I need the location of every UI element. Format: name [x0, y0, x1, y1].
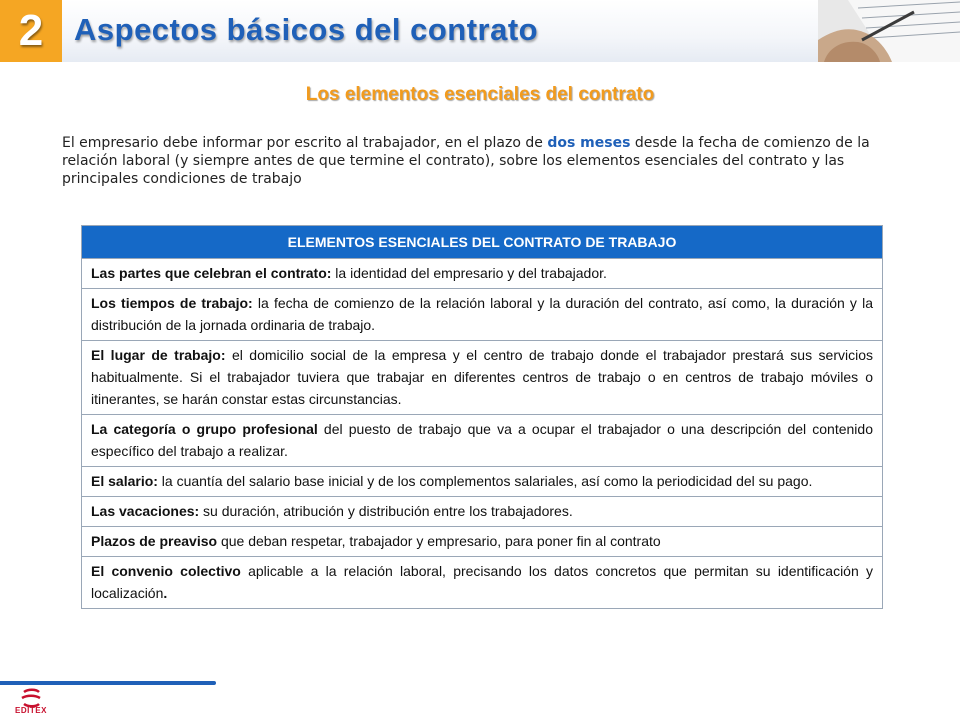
header-photo-hand-writing: [818, 0, 960, 62]
row-final-period: .: [163, 585, 168, 601]
row-term: Plazos de preaviso: [91, 533, 218, 549]
row-description: la fecha de comienzo de la relación laboral y la duración del contrato, así como, la duración y la distribución de la jornada ordinaria de trabajo.: [91, 295, 873, 333]
row-term: La categoría o grupo profesional: [91, 421, 318, 437]
table-row-lugar: [82, 340, 882, 414]
row-description: del puesto de trabajo que va a ocupar el trabajador o una descripción del contenido específico del trabajo a realizar.: [91, 421, 873, 459]
row-description: la cuantía del salario base inicial y de los complementos salariales, así como la periodicidad del su pago.: [157, 473, 813, 489]
row-term: El convenio colectivo: [91, 563, 241, 579]
row-term: Los tiempos de trabajo:: [91, 295, 253, 311]
essential-elements-table: [81, 225, 883, 609]
table-row-partes: [82, 258, 882, 288]
intro-paragraph: [62, 134, 872, 188]
table-row-salario: [82, 466, 882, 496]
footer-bar: [0, 681, 216, 685]
row-description: que deban respetar, trabajador y empresario, para poner fin al contrato: [217, 533, 661, 549]
table-row-convenio: [82, 556, 882, 608]
section-title: Los elementos esenciales del contrato: [305, 84, 655, 105]
table-header: ELEMENTOS ESENCIALES DEL CONTRATO DE TRABAJO: [82, 226, 882, 258]
row-term: El lugar de trabajo:: [91, 347, 226, 363]
row-term: El salario:: [91, 473, 158, 489]
intro-highlight: dos meses: [547, 135, 631, 151]
table-row-categoria: [82, 414, 882, 466]
editex-logo-icon: [6, 688, 56, 708]
row-description: la identidad del empresario y del trabajador.: [331, 265, 607, 281]
table-row-vacaciones: [82, 496, 882, 526]
logo-text: EDITEX: [15, 706, 47, 715]
intro-text-after: desde la fecha de comienzo de la relación laboral (y siempre antes de que termine el contrato), sobre los elementos esenciales del contrato y las principales condiciones de trabajo: [62, 135, 870, 187]
editex-logo: [6, 688, 56, 718]
chapter-number-badge: [0, 0, 62, 62]
table-row-preaviso: [82, 526, 882, 556]
chapter-number: 2: [18, 6, 44, 55]
row-term: Las vacaciones:: [91, 503, 200, 519]
row-description: aplicable a la relación laboral, precisando los datos concretos que permitan su identificación y localización: [91, 563, 873, 601]
intro-text-before: El empresario debe informar por escrito al trabajador, en el plazo de: [62, 135, 548, 151]
row-description: el domicilio social de la empresa y el centro de trabajo donde el trabajador prestará sus servicios habitualmente. Si el trabajador tuviera que trabajar en diferentes centros de trabajo o en centros de trabajo móviles o itinerantes, se harán constar estas circunstancias.: [91, 347, 873, 407]
chapter-title: Aspectos básicos del contrato: [74, 12, 539, 47]
row-term: Las partes que celebran el contrato:: [91, 265, 332, 281]
row-description: su duración, atribución y distribución entre los trabajadores.: [199, 503, 573, 519]
table-row-tiempos: [82, 288, 882, 340]
